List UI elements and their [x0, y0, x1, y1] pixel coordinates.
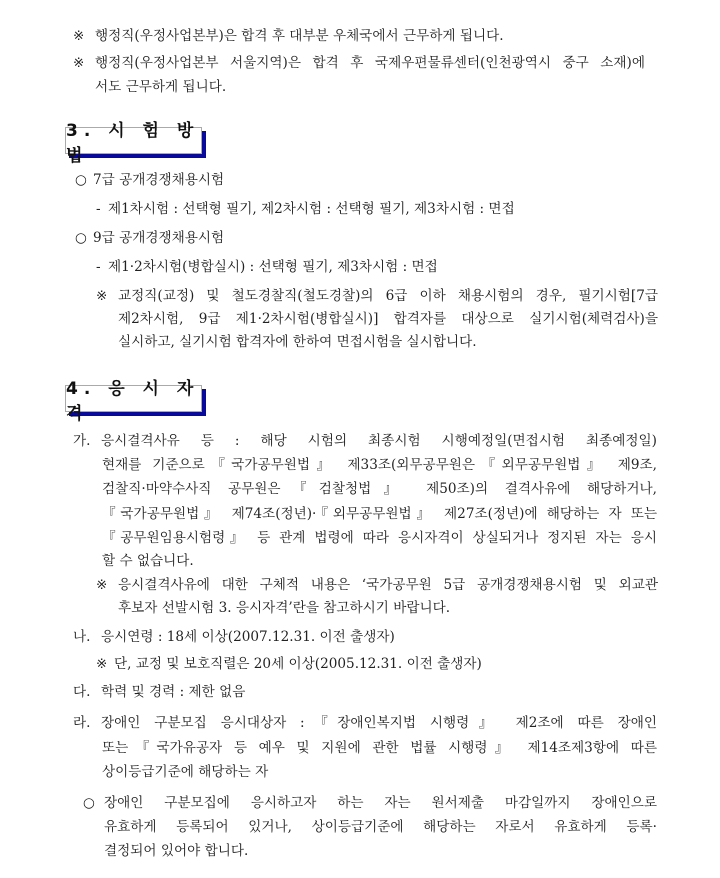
item-text: 학력 및 경력 : 제한 없음 — [101, 684, 246, 700]
circle-bullet-icon: ○ — [75, 230, 87, 246]
note-text: 후보자 선발시험 3. 응시자격’란을 참고하시기 바랍니다. — [118, 600, 451, 616]
note-text: 서도 근무하게 됩니다. — [95, 79, 227, 95]
note-text: 행정직(우정사업본부)은 합격 후 대부분 우체국에서 근무하게 됩니다. — [95, 28, 504, 44]
reference-mark-icon: ※ — [96, 656, 108, 672]
item-text: 응시연령 : 18세 이상(2007.12.31. 이전 출생자) — [101, 629, 395, 645]
note-text: 장애인 구분모집에 응시하고자 하는 자는 원서제출 마감일까지 장애인으로 — [104, 795, 657, 811]
circle-bullet-icon: ○ — [83, 795, 95, 811]
note-text: 유효하게 등록되어 있거나, 상이등급기준에 해당하는 자로서 유효하게 등록· — [104, 819, 657, 835]
dash-bullet-icon: - — [96, 201, 101, 217]
exam-steps-7: 제1차시험 : 선택형 필기, 제2차시험 : 선택형 필기, 제3차시험 : 면접 — [108, 201, 515, 217]
item-text: 장애인 구분모집 응시대상자 :『장애인복지법 시행령』 제2조에 따른 장애인 — [101, 715, 657, 731]
note-text: 결정되어 있어야 합니다. — [104, 843, 249, 859]
item-text: 할 수 없습니다. — [102, 553, 194, 569]
item-label: 라. — [73, 715, 91, 731]
note-text: 실시하고, 실기시험 합격자에 한하여 면접시험을 실시합니다. — [118, 334, 477, 350]
item-text: 『공무원임용시험령』 등 관계 법령에 따라 응시자격이 상실되거나 정지된 자는 응시 — [102, 530, 657, 546]
note-text: 행정직(우정사업본부 서울지역)은 합격 후 국제우편물류센터(인천광역시 중구 소재)에 — [95, 55, 645, 71]
item-text: 상이등급기준에 해당하는 자 — [102, 764, 269, 780]
item-text: 『국가공무원법』 제74조(정년)·『외무공무원법』 제27조(정년)에 해당하는 자 또는 — [102, 506, 657, 522]
note-text: 응시결격사유에 대한 구체적 내용은 ‘국가공무원 5급 공개경쟁채용시험 및 외교관 — [118, 577, 658, 593]
exam-steps-9: 제1·2차시험(병합실시) : 선택형 필기, 제3차시험 : 면접 — [108, 259, 438, 275]
item-text: 또는『국가유공자 등 예우 및 지원에 관한 법률 시행령』 제14조제3항에 따른 — [102, 740, 657, 756]
reference-mark-icon: ※ — [73, 28, 85, 44]
section-4-title: 4. 응 시 자 격 — [66, 378, 200, 424]
section-3-title: 3. 시 험 방 법 — [66, 120, 200, 166]
section-4-header — [65, 378, 202, 424]
section-3-header — [65, 120, 202, 166]
reference-mark-icon: ※ — [73, 55, 85, 71]
exam-type-7: 7급 공개경쟁채용시험 — [93, 172, 225, 188]
item-label: 가. — [73, 433, 91, 449]
item-text: 검찰직·마약수사직 공무원은『검찰청법』 제50조)의 결격사유에 해당하거나, — [102, 481, 657, 497]
note-text: 교정직(교정) 및 철도경찰직(철도경찰)의 6급 이하 채용시험의 경우, 필기시험[7급 — [118, 288, 658, 304]
item-text: 응시결격사유 등 : 해당 시험의 최종시험 시행예정일(면접시험 최종예정일) — [101, 433, 657, 449]
reference-mark-icon: ※ — [96, 577, 108, 593]
item-label: 나. — [73, 629, 91, 645]
note-text: 제2차시험, 9급 제1·2차시험(병합실시)] 합격자를 대상으로 실기시험(체력검사)을 — [118, 311, 658, 327]
item-label: 다. — [73, 684, 91, 700]
item-text: 현재를 기준으로『국가공무원법』 제33조(외무공무원은『외무공무원법』 제9조, — [102, 457, 657, 473]
dash-bullet-icon: - — [96, 259, 101, 275]
note-text: 단, 교정 및 보호직렬은 20세 이상(2005.12.31. 이전 출생자) — [114, 656, 482, 672]
exam-type-9: 9급 공개경쟁채용시험 — [93, 230, 225, 246]
reference-mark-icon: ※ — [96, 288, 108, 304]
circle-bullet-icon: ○ — [75, 172, 87, 188]
